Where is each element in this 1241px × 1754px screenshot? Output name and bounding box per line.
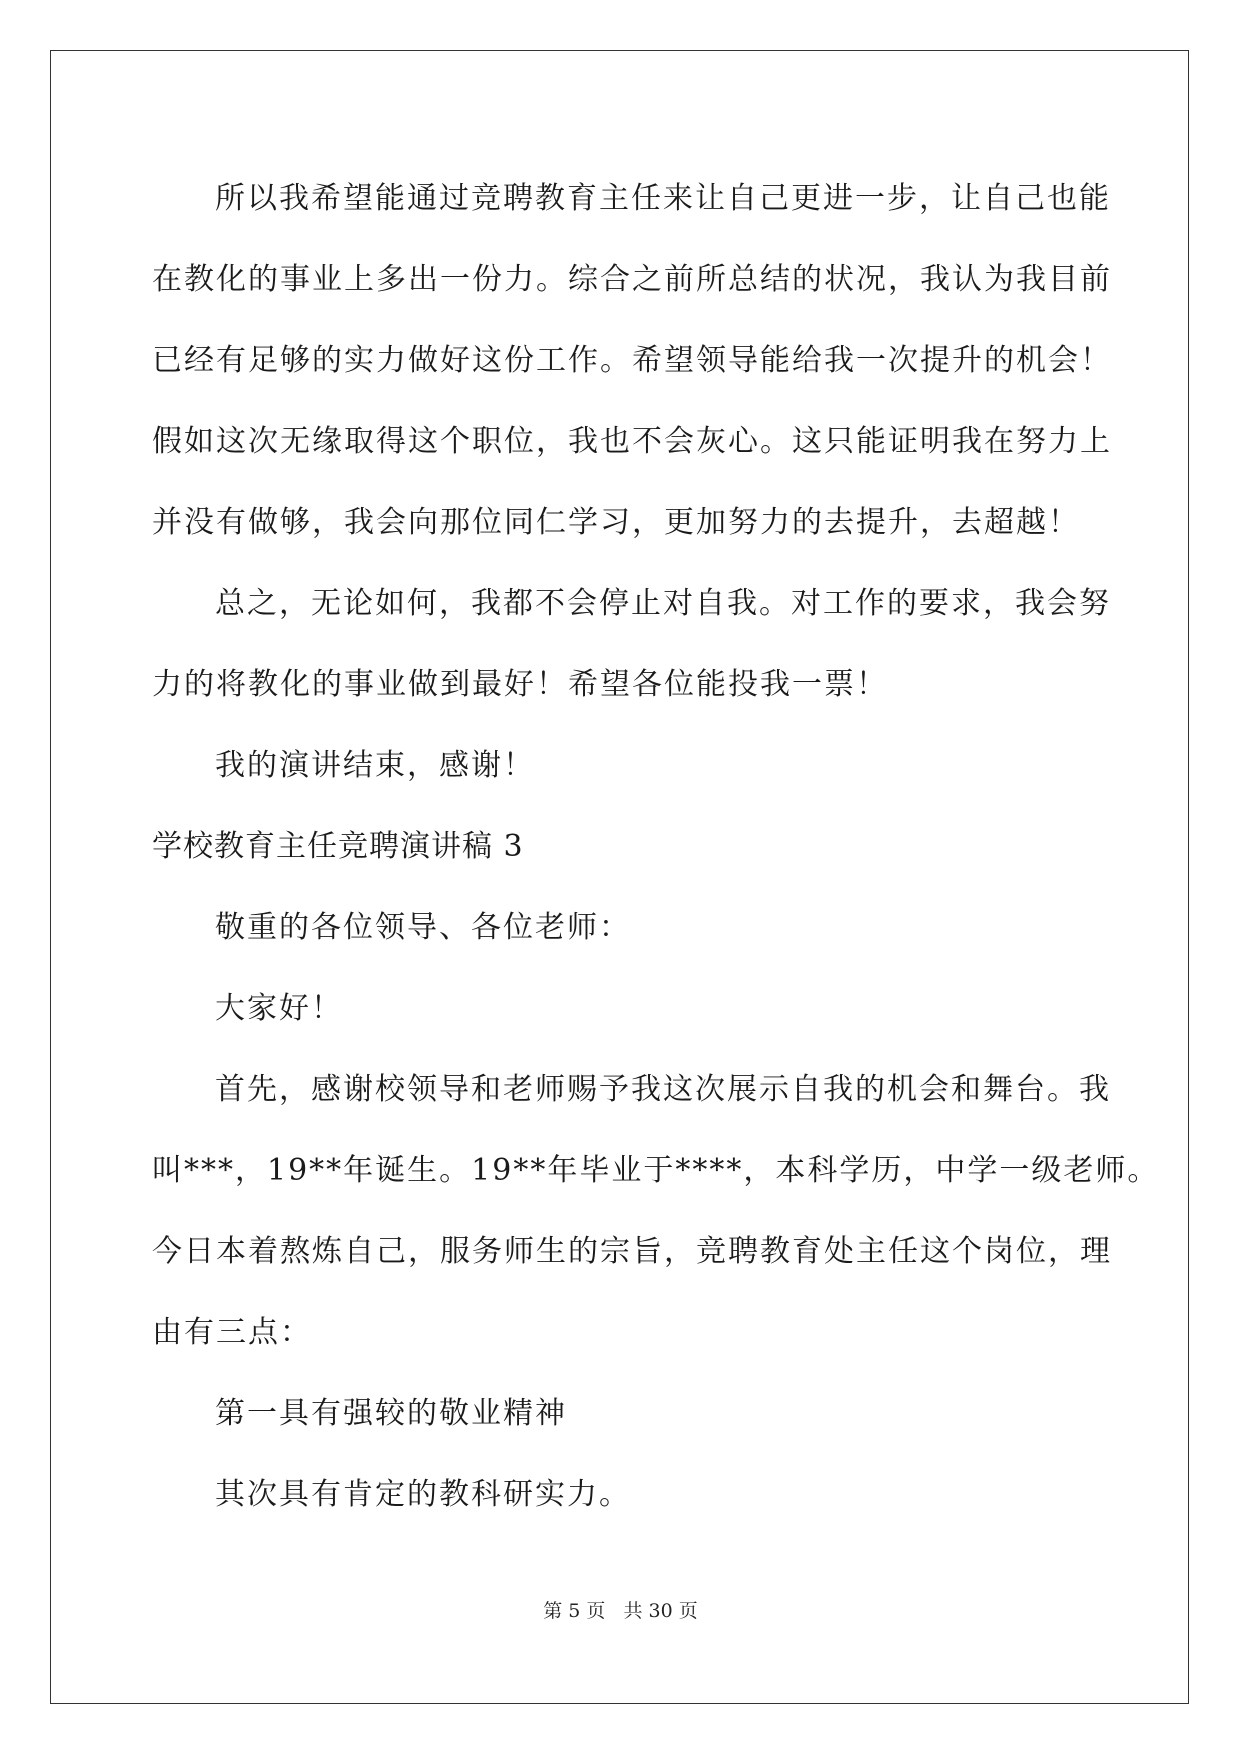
page-total: 共 30 页: [623, 1600, 698, 1622]
paragraph-line: 总之，无论如何，我都不会停止对自我。对工作的要求，我会努: [215, 586, 1111, 621]
paragraph-line: 假如这次无缘取得这个职位，我也不会灰心。这只能证明我在努力上: [152, 424, 1112, 459]
paragraph-line: 今日本着熬炼自己，服务师生的宗旨，竞聘教育处主任这个岗位，理: [152, 1234, 1112, 1269]
paragraph-line: 在教化的事业上多出一份力。综合之前所总结的状况，我认为我目前: [152, 262, 1112, 297]
paragraph-line: 叫***，19**年诞生。19**年毕业于****，本科学历，中学一级老师。: [152, 1153, 1160, 1188]
paragraph-line: 我的演讲结束，感谢！: [215, 748, 535, 783]
section-heading: 学校教育主任竞聘演讲稿 3: [152, 829, 524, 864]
paragraph-line: 并没有做够，我会向那位同仁学习，更加努力的去提升，去超越！: [152, 505, 1080, 540]
salutation: 敬重的各位领导、各位老师：: [215, 910, 631, 945]
paragraph-line: 已经有足够的实力做好这份工作。希望领导能给我一次提升的机会！: [152, 343, 1112, 378]
greeting: 大家好！: [215, 991, 343, 1026]
paragraph-line: 第一具有强较的敬业精神: [215, 1396, 567, 1431]
paragraph-line: 力的将教化的事业做到最好！希望各位能投我一票！: [152, 667, 888, 702]
paragraph-line: 所以我希望能通过竞聘教育主任来让自己更进一步，让自己也能: [215, 181, 1111, 216]
paragraph-line: 首先，感谢校领导和老师赐予我这次展示自我的机会和舞台。我: [215, 1072, 1111, 1107]
document-body: [152, 158, 1160, 1535]
page-number: 第 5 页: [543, 1600, 606, 1622]
page-footer: [0, 1596, 1241, 1623]
paragraph-line: 其次具有肯定的教科研实力。: [215, 1477, 631, 1512]
paragraph-line: 由有三点：: [152, 1315, 312, 1350]
